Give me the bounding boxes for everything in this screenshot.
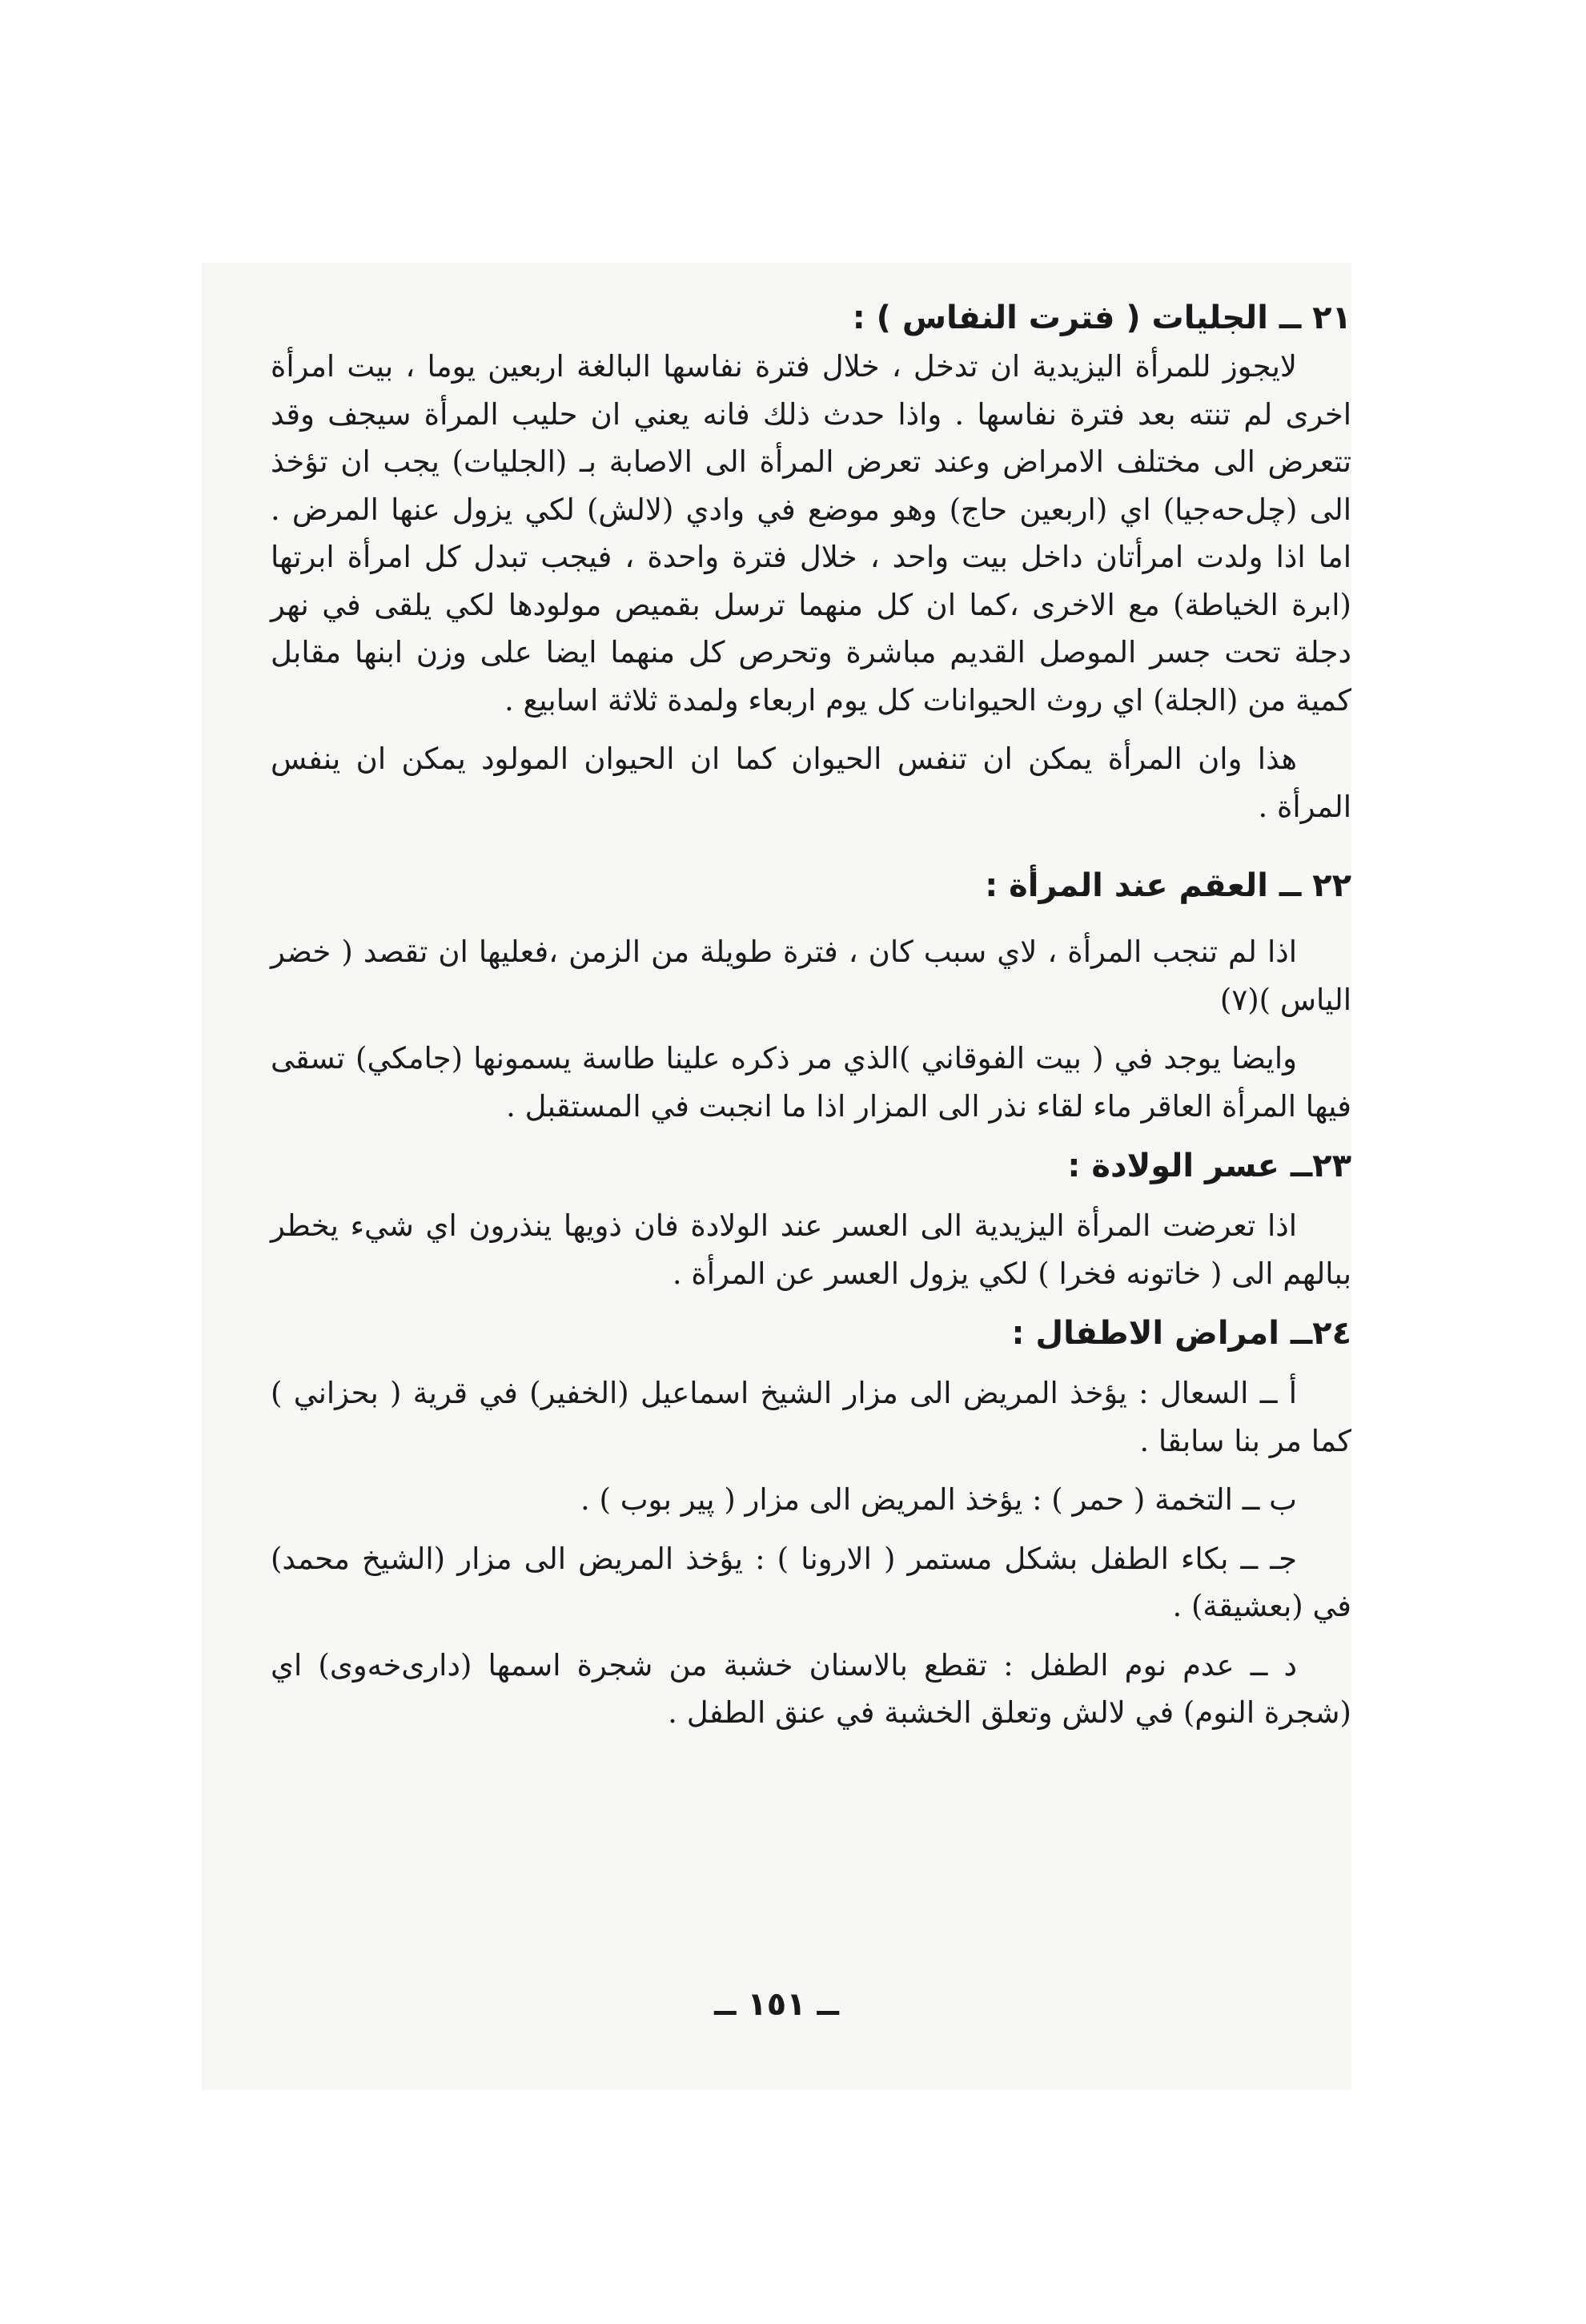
section-24-item-b: ب ــ التخمة ( حمر ) : يؤخذ المريض الى مزار ( پير بوب ) . [580,1482,1297,1517]
section-24-item-a: أ ــ السعال : يؤخذ المريض الى مزار الشيخ اسماعيل (الخفير) في قرية ( بحزاني ) كما مر بنا سابقا . [271,1376,1351,1458]
section-24-item-c: جـ ــ بكاء الطفل بشكل مستمر ( الارونا ) : يؤخذ المريض الى مزار (الشيخ محمد) في (بعشيقة) . [271,1541,1351,1623]
section-21-paragraph-1: لايجوز للمرأة اليزيدية ان تدخل ، خلال فترة نفاسها البالغة اربعين يوما ، بيت امرأة اخرى لم تنته بعد فترة نفاسها . واذا حدث ذلك فانه يعني ان حليب المرأة سيجف وقد تتعرض الى مختلف الامراض وعند تعرض المرأة الى الاصابة بـ (الجليات) يجب ان تؤخذ الى (چل‌حه‌جيا) اي (اربعين حاج) وهو موضع في وادي (لالش) لكي يزول عنها المرض . اما اذا ولدت امرأتان داخل بيت واحد ، خلال فترة واحدة ، فيجب تبدل كل امرأة ابرتها (ابرة الخياطة) مع الاخرى ،كما ان كل منهما ترسل بقميص مولودها لكي يلقى في نهر دجلة تحت جسر الموصل القديم مباشرة وتحرص كل منهما ايضا على وزن ابنها مقابل كمية من (الجلة) اي روث الحيوانات كل يوم اربعاء ولمدة ثلاثة اسابيع . [271,349,1352,718]
page-number: ــ ١٥١ ــ [714,1986,839,2023]
book-page [202,263,1351,2090]
section-24-heading: ٢٤ــ امراض الاطفال : [1011,1315,1351,1352]
section-22-paragraph-2: وايضا يوجد في ( بيت الفوقاني )الذي مر ذكره علينا طاسة يسمونها (جامكي) تسقى فيها المرأة العاقر ماء لقاء نذر الى المزار اذا ما انجبت في المستقبل . [271,1041,1351,1124]
section-23-paragraph-1: اذا تعرضت المرأة اليزيدية الى العسر عند الولادة فان ذويها ينذرون اي شيء يخطر ببالهم الى ( خاتونه فخرا ) لكي يزول العسر عن المرأة . [271,1208,1351,1291]
section-24-item-d: د ــ عدم نوم الطفل : تقطع بالاسنان خشبة من شجرة اسمها (دارى‌خه‌وى) اي (شجرة النوم) في لالش وتعلق الخشبة في عنق الطفل . [271,1647,1351,1730]
section-22-paragraph-1: اذا لم تنجب المرأة ، لاي سبب كان ، فترة طويلة من الزمن ،فعليها ان تقصد ( خضر الياس )(٧) [271,935,1351,1017]
section-23-heading: ٢٣ــ عسر الولادة : [1067,1148,1351,1184]
section-21-heading: ٢١ ــ الجليات ( فترت النفاس ) : [852,300,1351,336]
section-21-paragraph-2: هذا وان المرأة يمكن ان تنفس الحيوان كما ان الحيوان المولود يمكن ان ينفس المرأة . [271,742,1351,824]
section-22-heading: ٢٢ ــ العقم عند المرأة : [985,867,1351,904]
page-body [271,293,1351,1737]
